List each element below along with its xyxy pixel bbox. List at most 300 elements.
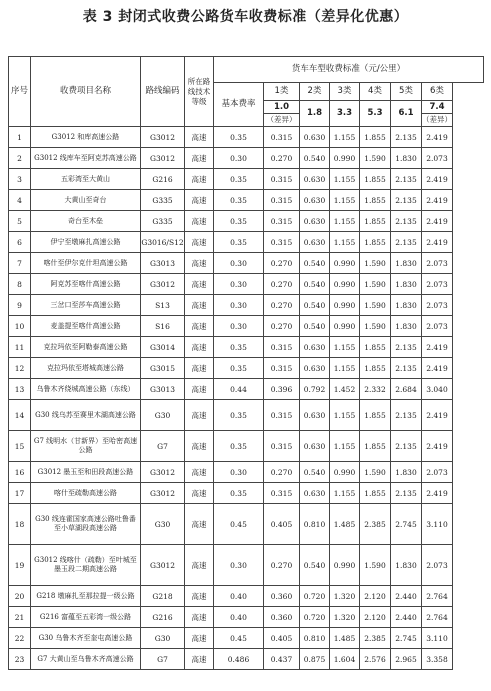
- cell-seq: 6: [9, 232, 31, 253]
- cell-class-3: 1.155: [330, 400, 360, 431]
- cell-road-grade: 高速: [185, 431, 214, 462]
- header-coef-5: 6.1: [391, 101, 422, 127]
- cell-route-code: G335: [141, 211, 185, 232]
- cell-road-grade: 高速: [185, 649, 214, 670]
- cell-road-grade: 高速: [185, 400, 214, 431]
- cell-item-name: G3012 和库高速公路: [31, 127, 141, 148]
- cell-class-1: 0.315: [264, 190, 300, 211]
- cell-road-grade: 高速: [185, 211, 214, 232]
- cell-class-2: 0.630: [300, 431, 330, 462]
- cell-class-3: 0.990: [330, 545, 360, 586]
- cell-class-1: 0.270: [264, 274, 300, 295]
- cell-class-1: 0.360: [264, 607, 300, 628]
- cell-class-6: 2.419: [422, 337, 453, 358]
- cell-class-6: 2.419: [422, 431, 453, 462]
- cell-base-rate: 0.30: [214, 462, 264, 483]
- cell-class-5: 2.135: [391, 431, 422, 462]
- table-row: [9, 649, 484, 670]
- cell-route-code: G3012: [141, 148, 185, 169]
- cell-item-name: G218 墩麻扎至那拉提一级公路: [31, 586, 141, 607]
- cell-item-name: 伊宁至墩麻扎高速公路: [31, 232, 141, 253]
- cell-route-code: G3012: [141, 483, 185, 504]
- cell-class-4: 1.590: [360, 462, 391, 483]
- cell-road-grade: 高速: [185, 127, 214, 148]
- cell-class-2: 0.540: [300, 545, 330, 586]
- cell-class-3: 1.155: [330, 169, 360, 190]
- cell-base-rate: 0.30: [214, 316, 264, 337]
- cell-base-rate: 0.40: [214, 607, 264, 628]
- cell-seq: 9: [9, 295, 31, 316]
- cell-class-4: 1.855: [360, 400, 391, 431]
- header-coef-2: 1.8: [300, 101, 330, 127]
- cell-class-4: 1.590: [360, 274, 391, 295]
- cell-road-grade: 高速: [185, 379, 214, 400]
- cell-base-rate: 0.35: [214, 483, 264, 504]
- cell-seq: 19: [9, 545, 31, 586]
- cell-item-name: 大黄山至奇台: [31, 190, 141, 211]
- cell-class-2: 0.630: [300, 211, 330, 232]
- cell-class-2: 0.540: [300, 274, 330, 295]
- cell-class-6: 2.764: [422, 586, 453, 607]
- table-row: [9, 483, 484, 504]
- cell-class-1: 0.270: [264, 253, 300, 274]
- cell-class-2: 0.540: [300, 253, 330, 274]
- cell-class-5: 1.830: [391, 462, 422, 483]
- header-class-3: 3类: [330, 83, 360, 101]
- cell-road-grade: 高速: [185, 586, 214, 607]
- cell-seq: 13: [9, 379, 31, 400]
- cell-class-1: 0.270: [264, 316, 300, 337]
- cell-route-code: G30: [141, 628, 185, 649]
- cell-class-6: 2.764: [422, 607, 453, 628]
- cell-class-4: 2.385: [360, 504, 391, 545]
- cell-class-4: 1.855: [360, 190, 391, 211]
- cell-seq: 3: [9, 169, 31, 190]
- cell-class-2: 0.720: [300, 586, 330, 607]
- cell-class-2: 0.630: [300, 190, 330, 211]
- cell-road-grade: 高速: [185, 504, 214, 545]
- cell-class-2: 0.810: [300, 504, 330, 545]
- table-row: [9, 400, 484, 431]
- cell-class-1: 0.270: [264, 462, 300, 483]
- cell-class-5: 1.830: [391, 274, 422, 295]
- cell-route-code: G216: [141, 169, 185, 190]
- cell-route-code: G3016/S12: [141, 232, 185, 253]
- cell-item-name: 克拉玛依至塔城高速公路: [31, 358, 141, 379]
- table-row: [9, 628, 484, 649]
- cell-base-rate: 0.30: [214, 253, 264, 274]
- cell-class-4: 1.855: [360, 127, 391, 148]
- toll-table-container: [8, 56, 484, 670]
- cell-class-5: 1.830: [391, 295, 422, 316]
- cell-seq: 4: [9, 190, 31, 211]
- cell-class-2: 0.810: [300, 628, 330, 649]
- cell-class-3: 1.155: [330, 190, 360, 211]
- header-seq: 序号: [9, 57, 31, 127]
- cell-seq: 17: [9, 483, 31, 504]
- cell-class-2: 0.540: [300, 462, 330, 483]
- cell-road-grade: 高速: [185, 462, 214, 483]
- cell-base-rate: 0.35: [214, 232, 264, 253]
- cell-class-4: 1.590: [360, 253, 391, 274]
- cell-base-rate: 0.35: [214, 211, 264, 232]
- cell-road-grade: 高速: [185, 628, 214, 649]
- cell-class-5: 2.745: [391, 628, 422, 649]
- cell-item-name: G7 大黄山至乌鲁木齐高速公路: [31, 649, 141, 670]
- cell-class-5: 2.135: [391, 190, 422, 211]
- cell-road-grade: 高速: [185, 190, 214, 211]
- cell-item-name: G3012 线喀什（疏勒）至叶城至墨玉段二期高速公路: [31, 545, 141, 586]
- cell-class-5: 1.830: [391, 148, 422, 169]
- cell-class-5: 2.135: [391, 127, 422, 148]
- cell-class-5: 2.440: [391, 586, 422, 607]
- header-note-6: （差异）: [422, 114, 453, 127]
- cell-class-3: 1.320: [330, 607, 360, 628]
- header-coef-4: 5.3: [360, 101, 391, 127]
- cell-class-4: 2.576: [360, 649, 391, 670]
- cell-class-2: 0.875: [300, 649, 330, 670]
- cell-class-6: 3.040: [422, 379, 453, 400]
- cell-base-rate: 0.35: [214, 190, 264, 211]
- cell-class-2: 0.540: [300, 316, 330, 337]
- toll-rate-table: [8, 56, 484, 670]
- cell-class-4: 1.855: [360, 483, 391, 504]
- cell-class-5: 2.135: [391, 358, 422, 379]
- cell-class-5: 2.135: [391, 211, 422, 232]
- cell-class-2: 0.630: [300, 127, 330, 148]
- cell-seq: 12: [9, 358, 31, 379]
- cell-route-code: G30: [141, 504, 185, 545]
- header-class-1: 1类: [264, 83, 300, 101]
- cell-base-rate: 0.35: [214, 358, 264, 379]
- cell-class-6: 2.073: [422, 545, 453, 586]
- table-row: [9, 316, 484, 337]
- header-coef-1: 1.0: [264, 101, 300, 114]
- cell-class-4: 2.385: [360, 628, 391, 649]
- cell-class-3: 1.155: [330, 431, 360, 462]
- cell-class-1: 0.405: [264, 504, 300, 545]
- cell-seq: 2: [9, 148, 31, 169]
- cell-item-name: 五彩湾至大黄山: [31, 169, 141, 190]
- cell-base-rate: 0.30: [214, 274, 264, 295]
- cell-base-rate: 0.35: [214, 431, 264, 462]
- cell-class-6: 2.419: [422, 190, 453, 211]
- cell-road-grade: 高速: [185, 337, 214, 358]
- cell-road-grade: 高速: [185, 358, 214, 379]
- cell-class-3: 0.990: [330, 316, 360, 337]
- cell-seq: 1: [9, 127, 31, 148]
- cell-class-3: 0.990: [330, 148, 360, 169]
- cell-base-rate: 0.486: [214, 649, 264, 670]
- cell-class-1: 0.270: [264, 545, 300, 586]
- cell-class-6: 3.110: [422, 504, 453, 545]
- header-class-4: 4类: [360, 83, 391, 101]
- cell-route-code: G3014: [141, 337, 185, 358]
- cell-class-3: 1.485: [330, 628, 360, 649]
- cell-class-2: 0.630: [300, 400, 330, 431]
- cell-class-5: 1.830: [391, 253, 422, 274]
- cell-item-name: 喀什至伊尔克什坦高速公路: [31, 253, 141, 274]
- table-row: [9, 337, 484, 358]
- header-class-5: 5类: [391, 83, 422, 101]
- cell-class-5: 2.745: [391, 504, 422, 545]
- cell-class-3: 0.990: [330, 274, 360, 295]
- cell-class-1: 0.405: [264, 628, 300, 649]
- cell-class-4: 1.855: [360, 431, 391, 462]
- cell-class-5: 1.830: [391, 316, 422, 337]
- cell-class-2: 0.630: [300, 358, 330, 379]
- cell-road-grade: 高速: [185, 253, 214, 274]
- header-class-2: 2类: [300, 83, 330, 101]
- cell-class-3: 0.990: [330, 462, 360, 483]
- header-row-top: [9, 57, 484, 83]
- header-fee-group: 货车车型收费标准（元/公里）: [214, 57, 484, 83]
- header-class-6: 6类: [422, 83, 453, 101]
- cell-item-name: G30 线乌苏至赛里木湖高速公路: [31, 400, 141, 431]
- cell-class-3: 1.155: [330, 211, 360, 232]
- cell-route-code: S13: [141, 295, 185, 316]
- cell-seq: 18: [9, 504, 31, 545]
- cell-class-3: 1.155: [330, 337, 360, 358]
- cell-route-code: G3012: [141, 545, 185, 586]
- cell-class-5: 2.135: [391, 169, 422, 190]
- cell-seq: 8: [9, 274, 31, 295]
- cell-class-4: 2.120: [360, 586, 391, 607]
- cell-route-code: G3013: [141, 379, 185, 400]
- cell-class-6: 2.073: [422, 148, 453, 169]
- cell-class-2: 0.540: [300, 295, 330, 316]
- cell-route-code: G3015: [141, 358, 185, 379]
- cell-class-3: 1.485: [330, 504, 360, 545]
- cell-class-2: 0.540: [300, 148, 330, 169]
- cell-seq: 21: [9, 607, 31, 628]
- cell-class-1: 0.315: [264, 358, 300, 379]
- table-body: [9, 57, 484, 670]
- cell-item-name: 三岔口至莎车高速公路: [31, 295, 141, 316]
- cell-class-5: 2.965: [391, 649, 422, 670]
- header-item-name: 收费项目名称: [31, 57, 141, 127]
- table-row: [9, 211, 484, 232]
- table-row: [9, 462, 484, 483]
- cell-seq: 14: [9, 400, 31, 431]
- cell-base-rate: 0.35: [214, 169, 264, 190]
- table-row: [9, 169, 484, 190]
- cell-item-name: 喀什至疏勒高速公路: [31, 483, 141, 504]
- table-row: [9, 607, 484, 628]
- cell-class-5: 2.135: [391, 232, 422, 253]
- cell-class-5: 2.135: [391, 483, 422, 504]
- cell-class-3: 1.155: [330, 232, 360, 253]
- cell-base-rate: 0.40: [214, 586, 264, 607]
- cell-class-6: 2.419: [422, 232, 453, 253]
- table-row: [9, 358, 484, 379]
- cell-class-6: 3.110: [422, 628, 453, 649]
- table-row: [9, 148, 484, 169]
- header-road-grade: 所在路线技术等级: [185, 57, 214, 127]
- cell-road-grade: 高速: [185, 148, 214, 169]
- cell-route-code: G3012: [141, 462, 185, 483]
- cell-item-name: 奇台至木垒: [31, 211, 141, 232]
- cell-class-5: 1.830: [391, 545, 422, 586]
- cell-base-rate: 0.44: [214, 379, 264, 400]
- cell-class-5: 2.135: [391, 400, 422, 431]
- cell-class-3: 0.990: [330, 253, 360, 274]
- cell-item-name: G7 线明水（甘新界）至哈密高速公路: [31, 431, 141, 462]
- cell-class-4: 1.855: [360, 232, 391, 253]
- cell-class-3: 0.990: [330, 295, 360, 316]
- cell-class-6: 2.073: [422, 316, 453, 337]
- cell-item-name: 克拉玛依至阿勒泰高速公路: [31, 337, 141, 358]
- cell-item-name: G30 线连霍国家高速公路吐鲁番至小草湖段高速公路: [31, 504, 141, 545]
- cell-class-2: 0.630: [300, 483, 330, 504]
- cell-class-6: 2.073: [422, 295, 453, 316]
- table-row: [9, 127, 484, 148]
- cell-class-1: 0.437: [264, 649, 300, 670]
- cell-class-2: 0.630: [300, 232, 330, 253]
- cell-class-1: 0.270: [264, 295, 300, 316]
- header-route-code: 路线编码: [141, 57, 185, 127]
- cell-route-code: G216: [141, 607, 185, 628]
- cell-class-1: 0.315: [264, 483, 300, 504]
- cell-route-code: S16: [141, 316, 185, 337]
- cell-class-1: 0.315: [264, 400, 300, 431]
- cell-class-2: 0.720: [300, 607, 330, 628]
- table-title: 表 3 封闭式收费公路货车收费标准（差异化优惠）: [82, 9, 409, 25]
- cell-class-1: 0.315: [264, 431, 300, 462]
- cell-road-grade: 高速: [185, 483, 214, 504]
- header-coef-3: 3.3: [330, 101, 360, 127]
- cell-class-6: 2.419: [422, 211, 453, 232]
- cell-class-3: 1.155: [330, 127, 360, 148]
- table-row: [9, 295, 484, 316]
- cell-route-code: G335: [141, 190, 185, 211]
- cell-base-rate: 0.30: [214, 545, 264, 586]
- table-row: [9, 232, 484, 253]
- cell-route-code: G7: [141, 649, 185, 670]
- table-row: [9, 431, 484, 462]
- cell-class-1: 0.270: [264, 148, 300, 169]
- cell-class-5: 2.135: [391, 337, 422, 358]
- cell-class-1: 0.315: [264, 211, 300, 232]
- cell-item-name: 阿克苏至喀什高速公路: [31, 274, 141, 295]
- cell-class-4: 1.855: [360, 169, 391, 190]
- cell-seq: 10: [9, 316, 31, 337]
- cell-class-3: 1.604: [330, 649, 360, 670]
- cell-seq: 5: [9, 211, 31, 232]
- cell-route-code: G30: [141, 400, 185, 431]
- cell-road-grade: 高速: [185, 295, 214, 316]
- cell-route-code: G3012: [141, 127, 185, 148]
- cell-item-name: G3012 线库车至阿克苏高速公路: [31, 148, 141, 169]
- cell-class-2: 0.792: [300, 379, 330, 400]
- cell-class-6: 2.419: [422, 169, 453, 190]
- cell-class-6: 2.419: [422, 358, 453, 379]
- cell-class-1: 0.360: [264, 586, 300, 607]
- cell-class-1: 0.315: [264, 169, 300, 190]
- cell-route-code: G218: [141, 586, 185, 607]
- cell-base-rate: 0.45: [214, 628, 264, 649]
- cell-class-3: 1.320: [330, 586, 360, 607]
- cell-road-grade: 高速: [185, 169, 214, 190]
- cell-class-6: 2.073: [422, 462, 453, 483]
- cell-class-1: 0.315: [264, 337, 300, 358]
- cell-road-grade: 高速: [185, 607, 214, 628]
- table-row: [9, 545, 484, 586]
- cell-item-name: G3012 墨玉至和田段高速公路: [31, 462, 141, 483]
- table-row: [9, 253, 484, 274]
- table-row: [9, 274, 484, 295]
- cell-class-6: 2.419: [422, 483, 453, 504]
- cell-class-4: 1.590: [360, 148, 391, 169]
- cell-class-6: 2.419: [422, 127, 453, 148]
- header-base-rate: 基本费率: [214, 83, 264, 127]
- cell-class-3: 1.155: [330, 483, 360, 504]
- cell-class-6: 2.073: [422, 274, 453, 295]
- cell-class-4: 2.332: [360, 379, 391, 400]
- cell-class-5: 2.684: [391, 379, 422, 400]
- table-row: [9, 190, 484, 211]
- cell-seq: 7: [9, 253, 31, 274]
- cell-base-rate: 0.35: [214, 337, 264, 358]
- cell-route-code: G7: [141, 431, 185, 462]
- cell-class-1: 0.396: [264, 379, 300, 400]
- cell-base-rate: 0.30: [214, 295, 264, 316]
- cell-class-3: 1.452: [330, 379, 360, 400]
- cell-seq: 11: [9, 337, 31, 358]
- cell-class-6: 2.073: [422, 253, 453, 274]
- cell-seq: 22: [9, 628, 31, 649]
- header-note-1: （差异）: [264, 114, 300, 127]
- cell-class-1: 0.315: [264, 232, 300, 253]
- cell-item-name: 麦盖提至喀什高速公路: [31, 316, 141, 337]
- cell-class-4: 2.120: [360, 607, 391, 628]
- cell-class-4: 1.590: [360, 545, 391, 586]
- cell-item-name: G216 富蕴至五彩湾一级公路: [31, 607, 141, 628]
- cell-road-grade: 高速: [185, 545, 214, 586]
- cell-item-name: 乌鲁木齐绕城高速公路（东线）: [31, 379, 141, 400]
- cell-class-3: 1.155: [330, 358, 360, 379]
- cell-route-code: G3013: [141, 253, 185, 274]
- cell-class-4: 1.855: [360, 211, 391, 232]
- cell-class-5: 2.440: [391, 607, 422, 628]
- header-coef-6: 7.4: [422, 101, 453, 114]
- cell-seq: 20: [9, 586, 31, 607]
- cell-class-4: 1.855: [360, 358, 391, 379]
- cell-class-6: 3.358: [422, 649, 453, 670]
- cell-class-4: 1.855: [360, 337, 391, 358]
- table-row: [9, 504, 484, 545]
- cell-class-6: 2.419: [422, 400, 453, 431]
- cell-class-2: 0.630: [300, 337, 330, 358]
- table-row: [9, 586, 484, 607]
- cell-route-code: G3012: [141, 274, 185, 295]
- cell-base-rate: 0.35: [214, 400, 264, 431]
- cell-seq: 15: [9, 431, 31, 462]
- cell-class-4: 1.590: [360, 316, 391, 337]
- cell-seq: 23: [9, 649, 31, 670]
- cell-seq: 16: [9, 462, 31, 483]
- cell-class-2: 0.630: [300, 169, 330, 190]
- cell-class-1: 0.315: [264, 127, 300, 148]
- cell-base-rate: 0.30: [214, 148, 264, 169]
- cell-base-rate: 0.45: [214, 504, 264, 545]
- cell-road-grade: 高速: [185, 232, 214, 253]
- cell-road-grade: 高速: [185, 274, 214, 295]
- cell-road-grade: 高速: [185, 316, 214, 337]
- table-row: [9, 379, 484, 400]
- cell-item-name: G30 乌鲁木齐至奎屯高速公路: [31, 628, 141, 649]
- cell-base-rate: 0.35: [214, 127, 264, 148]
